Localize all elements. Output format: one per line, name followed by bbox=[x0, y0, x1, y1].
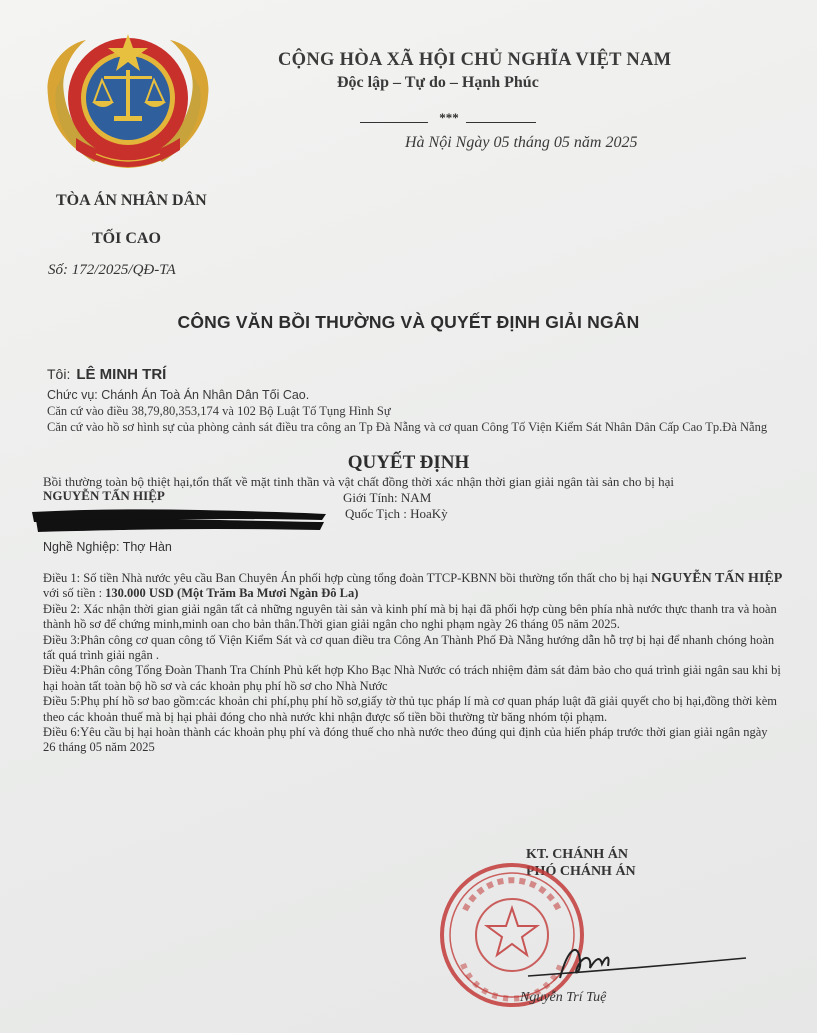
issuer-line-1: TÒA ÁN NHÂN DÂN bbox=[56, 192, 207, 209]
toi-name: LÊ MINH TRÍ bbox=[76, 366, 167, 383]
article-6: Điều 6:Yêu cầu bị hại hoàn thành các khoản phụ phí và đóng thuế cho nhà nước theo đúng qui định của hiến pháp trước thời gian giải ngân ngày 26 tháng 05 năm 2025 bbox=[43, 725, 768, 755]
decision-heading: QUYẾT ĐỊNH bbox=[347, 452, 470, 473]
issuer-line-2: TỐI CAO bbox=[92, 230, 161, 247]
article-3: Điều 3:Phân công cơ quan công tố Viện Kiểm Sát và cơ quan điều tra Công An Thành Phố Đà Nẵng hướng dẫn hỗ trợ bị hại để nhanh chóng hoàn tất quá trình giải ngân . bbox=[43, 632, 775, 663]
victim-name: NGUYỄN TẤN HIỆP bbox=[43, 488, 165, 503]
article-2: Điều 2: Xác nhận thời gian giải ngân tất cả những nguyên tài sản và kinh phí mà bị hại đã phối hợp cùng bên phía nhà nước thực thanh tra và hoàn thành hồ sơ để chứng minh,minh oan cho bản thân.Thời gian giải ngân cho nghi phạm ngày 26 tháng 05 năm 2025. bbox=[43, 601, 777, 632]
signature-scribble bbox=[520, 938, 750, 988]
redaction-mark bbox=[30, 506, 328, 534]
document-title: CÔNG VĂN BỒI THƯỜNG VÀ QUYẾT ĐỊNH GIẢI NGÂN bbox=[177, 312, 640, 332]
separator bbox=[360, 112, 536, 126]
decision-intro: Bồi thường toàn bộ thiệt hại,tổn thất về mặt tinh thần và vật chất đồng thời xác nhận thời gian giải ngân tài sản cho bị hại bbox=[43, 474, 674, 489]
nation-heading: CỘNG HÒA XÃ HỘI CHỦ NGHĨA VIỆT NAM bbox=[278, 50, 672, 70]
article-4: Điều 4:Phân công Tổng Đoàn Thanh Tra Chính Phủ kết hợp Kho Bạc Nhà Nước có trách nhiệm đảm sát đảm bảo cho quá trình giải ngân sau khi bị hại hoàn tất toàn bộ hồ sơ và các khoản phụ phí hồ sơ cho Nhà Nước bbox=[43, 663, 781, 693]
motto: Độc lập – Tự do – Hạnh Phúc bbox=[337, 74, 539, 91]
signer-name: Nguyễn Trí Tuệ bbox=[520, 990, 607, 1005]
separator-stars: *** bbox=[439, 110, 459, 125]
position-line: Chức vụ: Chánh Án Toà Án Nhân Dân Tối Cao. bbox=[47, 388, 310, 402]
nationality-field: Quốc Tịch : HoaKỳ bbox=[345, 506, 448, 521]
dateline: Hà Nội Ngày 05 tháng 05 năm 2025 bbox=[405, 134, 638, 151]
article-5: Điều 5:Phụ phí hồ sơ bao gồm:các khoản chi phí,phụ phí hồ sơ,giấy tờ thủ tục pháp lí mà cơ quan pháp luật đã giải quyết cho bị hại,đồng thời kèm theo các khoản thuế mà bị hại phải đóng cho nhà nước khi nhận được số tiền bồi thường từ băng nhóm tội phạm. bbox=[43, 694, 777, 724]
signature-title-2: PHÓ CHÁNH ÁN bbox=[526, 864, 636, 879]
legal-basis-2: Căn cứ vào hồ sơ hình sự của phòng cảnh sát điều tra công an Tp Đà Nẵng và cơ quan Công Tố Viện Kiểm Sát Nhân Dân Cấp Cao Tp.Đà Nẵng bbox=[47, 420, 768, 434]
gender-field: Giới Tính: NAM bbox=[343, 490, 432, 505]
occupation-field: Nghề Nghiệp: Thợ Hàn bbox=[43, 540, 172, 554]
court-emblem-icon bbox=[36, 26, 220, 176]
legal-basis-1: Căn cứ vào điều 38,79,80,353,174 và 102 Bộ Luật Tố Tụng Hình Sự bbox=[47, 404, 391, 418]
article-1: Điều 1: Số tiền Nhà nước yêu cầu Ban Chuyên Án phối hợp cùng tổng đoàn TTCP-KBNN bồi thường tổn thất cho bị hại NGUYỄN TẤN HIỆP với số tiền : 130.000 USD (Một Trăm Ba Mươi Ngàn Đô La) bbox=[43, 571, 783, 601]
signature-title-1: KT. CHÁNH ÁN bbox=[526, 847, 629, 862]
articles-list bbox=[43, 571, 783, 756]
toi-label: Tôi: bbox=[47, 366, 71, 382]
document-number: Số: 172/2025/QĐ-TA bbox=[48, 262, 176, 278]
issuer-person bbox=[47, 366, 166, 383]
